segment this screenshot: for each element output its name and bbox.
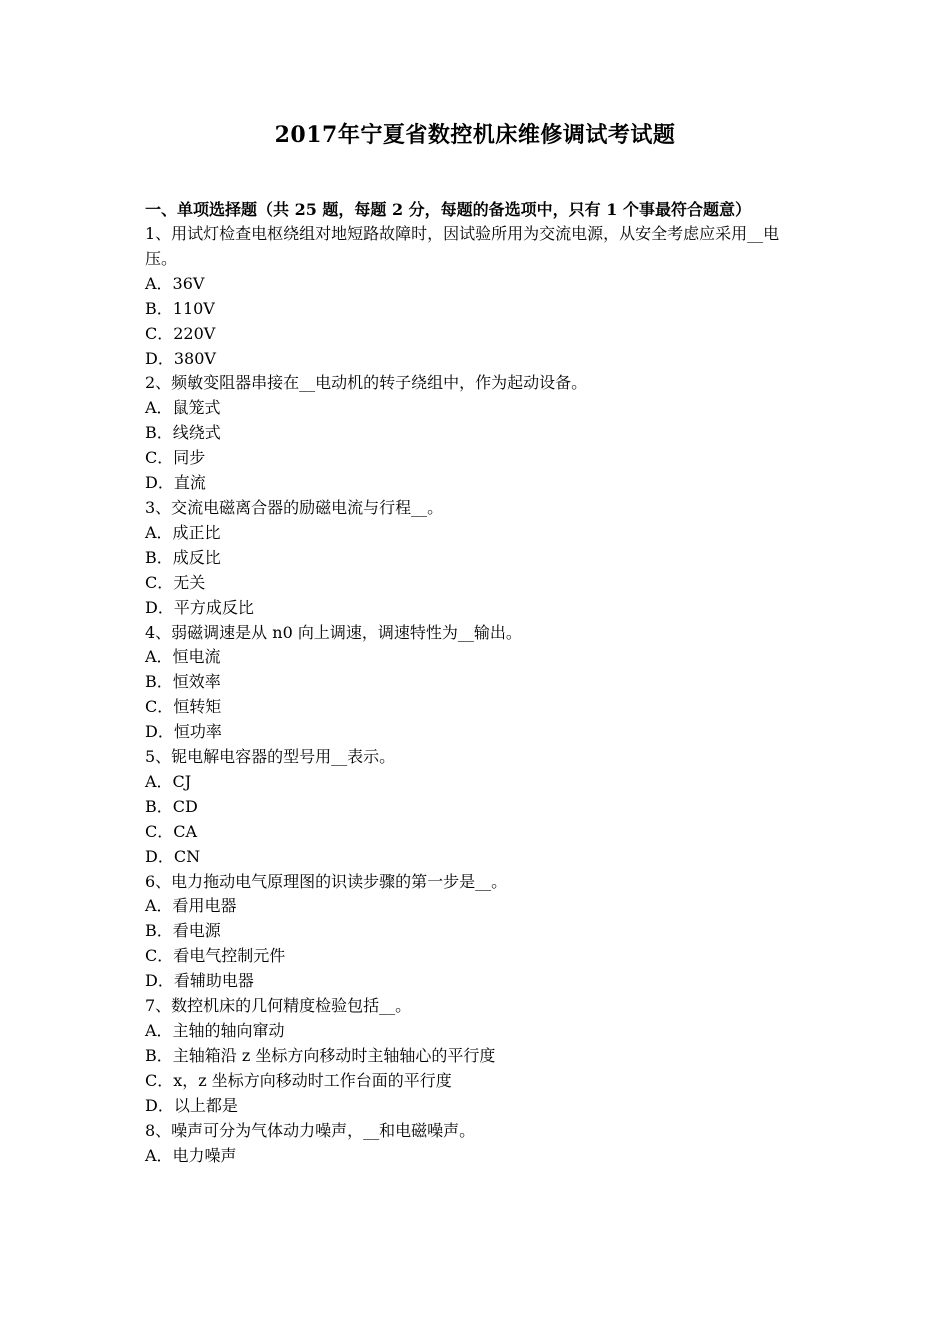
question-5: 5、铌电解电容器的型号用__表示。 bbox=[145, 747, 396, 767]
question-6-option-c: C．看电气控制元件 bbox=[145, 946, 286, 966]
question-6-option-b: B．看电源 bbox=[145, 921, 221, 941]
question-7-option-d: D．以上都是 bbox=[145, 1095, 238, 1115]
question-2-option-d: D．直流 bbox=[145, 473, 206, 493]
question-3-option-c: C．无关 bbox=[145, 572, 206, 592]
question-6-option-d: D．看辅助电器 bbox=[145, 971, 254, 991]
document-title: 2017年宁夏省数控机床维修调试考试题 bbox=[274, 122, 676, 148]
question-8-option-a: A．电力噪声 bbox=[145, 1145, 237, 1165]
question-5-option-d: D．CN bbox=[145, 846, 201, 866]
question-6: 6、电力拖动电气原理图的识读步骤的第一步是__。 bbox=[145, 871, 508, 891]
question-5-option-c: C．CA bbox=[145, 821, 198, 841]
question-7-option-c: C．x，z 坐标方向移动时工作台面的平行度 bbox=[145, 1070, 452, 1090]
question-4: 4、弱磁调速是从 n0 向上调速，调速特性为__输出。 bbox=[145, 622, 522, 642]
question-2: 2、频敏变阻器串接在__电动机的转子绕组中，作为起动设备。 bbox=[145, 373, 588, 393]
document-body bbox=[145, 197, 810, 1168]
question-2-option-a: A．鼠笼式 bbox=[145, 398, 221, 418]
question-3-option-b: B．成反比 bbox=[145, 547, 221, 567]
question-5-option-b: B．CD bbox=[145, 796, 198, 816]
section-heading: 一、单项选择题（共 25 题，每题 2 分，每题的备选项中，只有 1 个事最符合题意） bbox=[145, 200, 751, 219]
question-1-option-c: C．220V bbox=[145, 323, 216, 343]
question-3-option-d: D．平方成反比 bbox=[145, 597, 254, 617]
question-4-option-d: D．恒功率 bbox=[145, 722, 222, 742]
question-1-option-b: B．110V bbox=[145, 298, 215, 318]
question-1: 1、用试灯检查电枢绕组对地短路故障时，因试验所用为交流电源，从安全考虑应采用__电压。 bbox=[145, 224, 780, 268]
question-4-option-b: B．恒效率 bbox=[145, 672, 221, 692]
question-4-option-a: A．恒电流 bbox=[145, 647, 221, 667]
question-1-option-a: A．36V bbox=[145, 273, 205, 293]
question-8: 8、噪声可分为气体动力噪声，__和电磁噪声。 bbox=[145, 1120, 476, 1140]
question-7-option-b: B．主轴箱沿 z 坐标方向移动时主轴轴心的平行度 bbox=[145, 1045, 496, 1065]
question-6-option-a: A．看用电器 bbox=[145, 896, 237, 916]
question-7: 7、数控机床的几何精度检验包括__。 bbox=[145, 996, 412, 1016]
question-7-option-a: A．主轴的轴向窜动 bbox=[145, 1021, 285, 1040]
question-5-option-a: A．CJ bbox=[145, 771, 192, 791]
question-3-option-a: A．成正比 bbox=[145, 522, 221, 542]
question-3: 3、交流电磁离合器的励磁电流与行程__。 bbox=[145, 497, 444, 517]
question-2-option-c: C．同步 bbox=[145, 448, 206, 468]
question-4-option-c: C．恒转矩 bbox=[145, 697, 222, 717]
question-1-option-d: D．380V bbox=[145, 348, 216, 368]
question-2-option-b: B．线绕式 bbox=[145, 423, 221, 443]
